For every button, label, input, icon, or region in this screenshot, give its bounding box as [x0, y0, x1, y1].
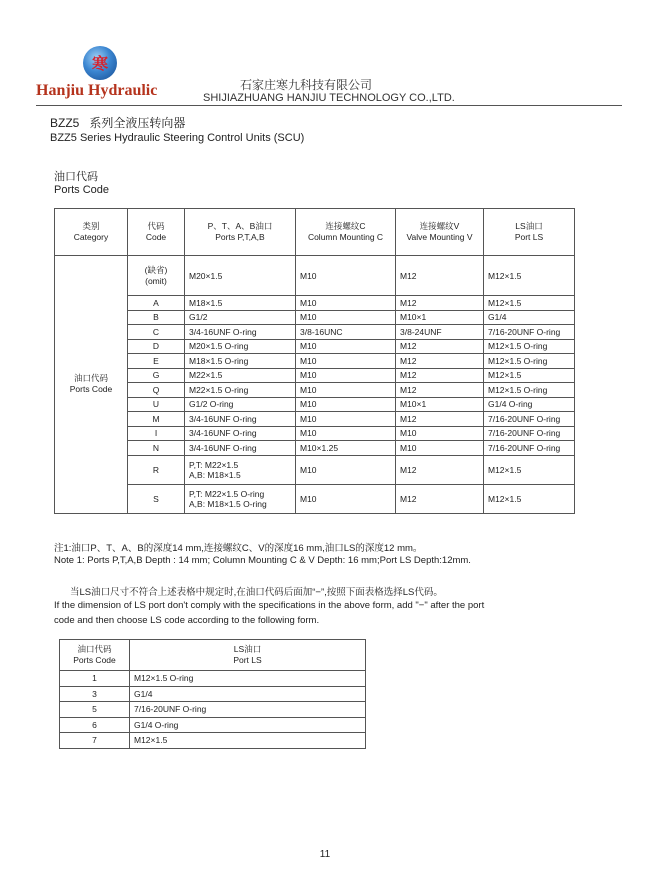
ports-cell: 3/4-16UNF O-ring	[185, 325, 296, 340]
ports-cell: M20×1.5	[185, 256, 296, 296]
port-ls-cell: M12×1.5	[484, 296, 575, 311]
valve-mounting-cell: M12	[396, 383, 484, 398]
code-cell: U	[128, 397, 185, 412]
section-title-cn	[50, 114, 185, 131]
table-row	[55, 354, 575, 369]
header-column-mounting: 连接螺纹C Column Mounting C	[296, 209, 396, 256]
table-row	[60, 717, 366, 733]
header-port-ls: LS油口 Port LS	[484, 209, 575, 256]
column-mounting-cell: M10×1.25	[296, 441, 396, 456]
ports-cell: 3/4-16UNF O-ring	[185, 441, 296, 456]
series-code: BZZ5	[50, 116, 80, 130]
table-row	[60, 733, 366, 749]
port-ls-cell: M12×1.5 O-ring	[130, 671, 366, 687]
valve-mounting-cell: M12	[396, 339, 484, 354]
table-row	[55, 426, 575, 441]
header-ports-code: 油口代码 Ports Code	[60, 640, 130, 671]
table-row	[60, 671, 366, 687]
port-ls-cell: G1/4 O-ring	[484, 397, 575, 412]
ls-instruction-cn: 当LS油口尺寸不符合上述表格中规定时,在油口代码后面加“−”,按照下面表格选择LS代码。	[70, 587, 443, 598]
table-row	[55, 484, 575, 513]
column-mounting-cell: M10	[296, 339, 396, 354]
column-mounting-cell: M10	[296, 412, 396, 427]
valve-mounting-cell: M12	[396, 484, 484, 513]
ports-cell: G1/2	[185, 310, 296, 325]
ports-cell: P,T: M22×1.5 O-ring A,B: M18×1.5 O-ring	[185, 484, 296, 513]
company-name-en: SHIJIAZHUANG HANJIU TECHNOLOGY CO.,LTD.	[203, 92, 455, 104]
ports-cell: 3/4-16UNF O-ring	[185, 412, 296, 427]
valve-mounting-cell: M12	[396, 455, 484, 484]
column-mounting-cell: M10	[296, 455, 396, 484]
code-cell: (缺省) (omit)	[128, 256, 185, 296]
valve-mounting-cell: M10	[396, 441, 484, 456]
header-port-ls: LS油口 Port LS	[130, 640, 366, 671]
code-cell: R	[128, 455, 185, 484]
port-ls-cell: M12×1.5 O-ring	[484, 339, 575, 354]
port-ls-cell: G1/4	[484, 310, 575, 325]
logo-glyph: 寒	[91, 54, 108, 73]
code-cell: G	[128, 368, 185, 383]
code-cell: B	[128, 310, 185, 325]
page-number: 11	[319, 849, 331, 860]
table-row	[55, 412, 575, 427]
category-cell: 油口代码 Ports Code	[55, 256, 128, 514]
port-ls-cell: 7/16-20UNF O-ring	[484, 441, 575, 456]
column-mounting-cell: M10	[296, 426, 396, 441]
company-logo	[83, 46, 117, 80]
code-cell: S	[128, 484, 185, 513]
code-cell: 5	[60, 702, 130, 718]
header-divider	[36, 105, 622, 106]
code-cell: 1	[60, 671, 130, 687]
table-row	[60, 686, 366, 702]
code-cell: I	[128, 426, 185, 441]
code-cell: C	[128, 325, 185, 340]
column-mounting-cell: M10	[296, 368, 396, 383]
header-ports-ptab: P、T、A、B油口 Ports P,T,A,B	[185, 209, 296, 256]
port-ls-cell: M12×1.5	[484, 368, 575, 383]
port-ls-cell: M12×1.5 O-ring	[484, 383, 575, 398]
valve-mounting-cell: M12	[396, 256, 484, 296]
note-depth-en: Note 1: Ports P,T,A,B Depth : 14 mm; Column Mounting C & V Depth: 16 mm;Port LS Depth:12mm.	[54, 555, 471, 566]
ports-cell: G1/2 O-ring	[185, 397, 296, 412]
table-row	[60, 702, 366, 718]
table-row	[55, 256, 575, 296]
note-depth-cn: 注1:油口P、T、A、B的深度14 mm,连接螺纹C、V的深度16 mm,油口LS的深度12 mm。	[54, 543, 423, 554]
column-mounting-cell: M10	[296, 310, 396, 325]
port-ls-cell: 7/16-20UNF O-ring	[484, 426, 575, 441]
section-title-en: BZZ5 Series Hydraulic Steering Control Units (SCU)	[50, 132, 305, 144]
port-ls-cell: G1/4	[130, 686, 366, 702]
ports-cell: M18×1.5	[185, 296, 296, 311]
ls-instruction-en-line1: If the dimension of LS port don't comply with the specifications in the above form, add "−" after the port	[54, 600, 485, 611]
code-cell: E	[128, 354, 185, 369]
code-cell: Q	[128, 383, 185, 398]
column-mounting-cell: M10	[296, 354, 396, 369]
ports-code-heading-en: Ports Code	[54, 184, 110, 196]
table-row	[55, 383, 575, 398]
port-ls-cell: M12×1.5	[484, 455, 575, 484]
valve-mounting-cell: M12	[396, 354, 484, 369]
table-row	[55, 339, 575, 354]
ports-cell: M22×1.5	[185, 368, 296, 383]
ports-cell: P,T: M22×1.5 A,B: M18×1.5	[185, 455, 296, 484]
table-header-row	[55, 209, 575, 256]
ports-cell: M18×1.5 O-ring	[185, 354, 296, 369]
valve-mounting-cell: M12	[396, 412, 484, 427]
code-cell: N	[128, 441, 185, 456]
port-ls-cell: 7/16-20UNF O-ring	[130, 702, 366, 718]
table-header-row	[60, 640, 366, 671]
header-code: 代码 Code	[128, 209, 185, 256]
table-row	[55, 310, 575, 325]
valve-mounting-cell: M10×1	[396, 310, 484, 325]
port-ls-cell: M12×1.5 O-ring	[484, 354, 575, 369]
port-ls-cell: M12×1.5	[484, 484, 575, 513]
code-cell: 3	[60, 686, 130, 702]
code-cell: M	[128, 412, 185, 427]
column-mounting-cell: M10	[296, 383, 396, 398]
code-cell: 6	[60, 717, 130, 733]
ls-code-table	[59, 639, 366, 749]
column-mounting-cell: M10	[296, 256, 396, 296]
code-cell: D	[128, 339, 185, 354]
port-ls-cell: G1/4 O-ring	[130, 717, 366, 733]
code-cell: 7	[60, 733, 130, 749]
valve-mounting-cell: 3/8-24UNF	[396, 325, 484, 340]
valve-mounting-cell: M10×1	[396, 397, 484, 412]
brand-name: Hanjiu Hydraulic	[36, 82, 158, 99]
series-title-cn: 系列全液压转向器	[89, 116, 186, 130]
port-ls-cell: M12×1.5	[130, 733, 366, 749]
company-name-cn: 石家庄寒九科技有限公司	[240, 78, 373, 92]
code-cell: A	[128, 296, 185, 311]
port-ls-cell: M12×1.5	[484, 256, 575, 296]
table-row	[55, 325, 575, 340]
table-row	[55, 296, 575, 311]
column-mounting-cell: M10	[296, 296, 396, 311]
valve-mounting-cell: M10	[396, 426, 484, 441]
port-ls-cell: 7/16-20UNF O-ring	[484, 412, 575, 427]
column-mounting-cell: M10	[296, 397, 396, 412]
ports-cell: 3/4-16UNF O-ring	[185, 426, 296, 441]
ports-cell: M20×1.5 O-ring	[185, 339, 296, 354]
ls-instruction-en-line2: code and then choose LS code according to the following form.	[54, 615, 320, 626]
column-mounting-cell: M10	[296, 484, 396, 513]
table-row	[55, 441, 575, 456]
valve-mounting-cell: M12	[396, 296, 484, 311]
table-row	[55, 397, 575, 412]
valve-mounting-cell: M12	[396, 368, 484, 383]
ports-code-heading-cn: 油口代码	[54, 171, 98, 183]
port-ls-cell: 7/16-20UNF O-ring	[484, 325, 575, 340]
header-category: 类别 Category	[55, 209, 128, 256]
ports-cell: M22×1.5 O-ring	[185, 383, 296, 398]
column-mounting-cell: 3/8-16UNC	[296, 325, 396, 340]
ports-code-table	[54, 208, 575, 514]
table-row	[55, 368, 575, 383]
table-row	[55, 455, 575, 484]
header-valve-mounting: 连接螺纹V Valve Mounting V	[396, 209, 484, 256]
